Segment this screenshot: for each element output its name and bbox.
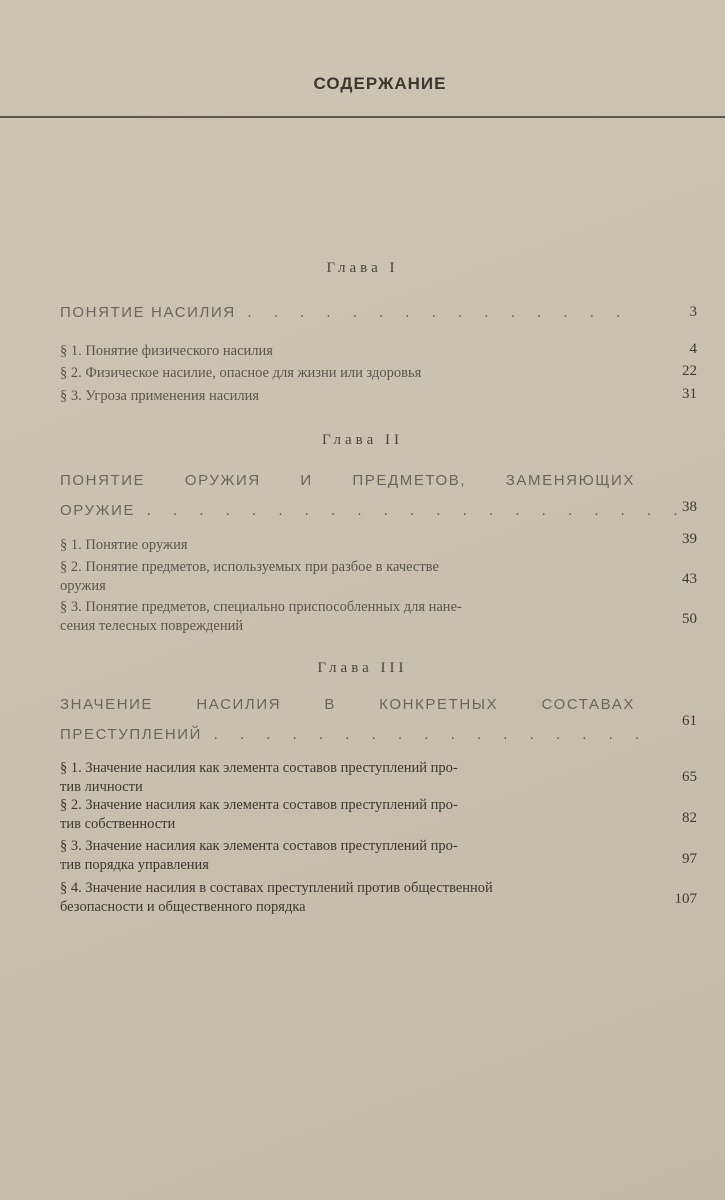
chapter-3-page: 61 — [682, 713, 697, 729]
chapter-1-section-2-page: 22 — [682, 363, 697, 379]
chapter-2-section-1-page: 39 — [682, 531, 697, 547]
chapter-2-title-line-1 — [60, 466, 635, 496]
chapter-3-section-1 — [60, 759, 640, 797]
chapter-3-section-4-page: 107 — [674, 891, 697, 907]
chapter-3-label: Глава III — [317, 660, 408, 676]
chapter-3-section-2-line-2: тив собственности — [60, 816, 176, 832]
chapter-2-section-1: § 1. Понятие оружия — [60, 537, 188, 553]
chapter-2-page: 38 — [682, 499, 697, 515]
chapter-1-section-1: § 1. Понятие физического насилия — [60, 343, 273, 359]
chapter-3-section-4 — [60, 879, 640, 917]
chapter-1-page: 3 — [689, 304, 697, 320]
chapter-3-section-3 — [60, 837, 640, 875]
chapter-3-title-line-2: ПРЕСТУПЛЕНИЙ — [60, 726, 203, 743]
chapter-2-title-line-2: ОРУЖИЕ — [60, 502, 136, 519]
chapter-2-section-2-line-2: оружия — [60, 578, 106, 594]
chapter-3-section-3-line-1: § 3. Значение насилия как элемента составов преступлений про- — [60, 838, 458, 854]
chapter-1-section-1-page: 4 — [689, 341, 697, 357]
chapter-2-label: Глава II — [322, 432, 403, 448]
chapter-3-section-4-line-2: безопасности и общественного порядка — [60, 899, 306, 915]
chapter-1-title — [60, 298, 635, 328]
title-word: В — [324, 696, 336, 713]
chapter-3-section-1-page: 65 — [682, 769, 697, 785]
chapter-3-section-3-page: 97 — [682, 851, 697, 867]
title-word: СОСТАВАХ — [541, 696, 635, 713]
chapter-2-section-3-page: 50 — [682, 611, 697, 627]
chapter-1-section-3-page: 31 — [682, 386, 697, 402]
chapter-3-section-1-line-2: тив личности — [60, 779, 143, 795]
chapter-1-title-line: ПОНЯТИЕ НАСИЛИЯ — [60, 304, 236, 321]
title-word: ПОНЯТИЕ — [60, 472, 146, 489]
title-word: ПРЕДМЕТОВ, — [352, 472, 467, 489]
chapter-2-section-3-line-1: § 3. Понятие предметов, специально приспособленных для нане- — [60, 599, 462, 615]
chapter-3-section-1-line-1: § 1. Значение насилия как элемента составов преступлений про- — [60, 760, 458, 776]
title-word: КОНКРЕТНЫХ — [379, 696, 499, 713]
chapter-2-section-2 — [60, 558, 640, 596]
chapter-2-section-3-line-2: сения телесных повреждений — [60, 618, 244, 634]
title-word: ЗНАЧЕНИЕ — [60, 696, 154, 713]
title-word: НАСИЛИЯ — [196, 696, 282, 713]
chapter-3-title-line-1 — [60, 690, 635, 720]
title-word: ОРУЖИЯ — [184, 472, 261, 489]
chapter-2-section-2-line-1: § 2. Понятие предметов, используемых при разбое в качестве — [60, 559, 439, 575]
chapter-1-section-3: § 3. Угроза применения насилия — [60, 388, 260, 404]
chapter-3-section-2-line-1: § 2. Значение насилия как элемента составов преступлений про- — [60, 797, 458, 813]
chapter-3-section-2-page: 82 — [682, 810, 697, 826]
chapter-3-section-2 — [60, 796, 640, 834]
chapter-2-title — [60, 466, 687, 526]
chapter-1-label: Глава I — [326, 260, 399, 276]
header-rule — [0, 116, 725, 118]
toc-heading: СОДЕРЖАНИЕ — [313, 74, 447, 93]
title-word: И — [300, 472, 313, 489]
chapter-2-leader-dots: . . . . . . . . . . . . . . . . . . . . . — [146, 502, 687, 519]
chapter-3-leader-dots: . . . . . . . . . . . . . . . . . — [213, 726, 649, 743]
chapter-1-section-2: § 2. Физическое насилие, опасное для жизни или здоровья — [60, 365, 422, 381]
chapter-2-section-2-page: 43 — [682, 571, 697, 587]
chapter-2-section-3 — [60, 598, 640, 636]
title-word: ЗАМЕНЯЮЩИХ — [505, 472, 635, 489]
chapter-3-section-4-line-1: § 4. Значение насилия в составах преступлений против общественной — [60, 880, 493, 896]
chapter-1-leader-dots: . . . . . . . . . . . . . . . — [247, 304, 630, 321]
chapter-3-section-3-line-2: тив порядка управления — [60, 857, 209, 873]
chapter-3-title — [60, 690, 649, 750]
